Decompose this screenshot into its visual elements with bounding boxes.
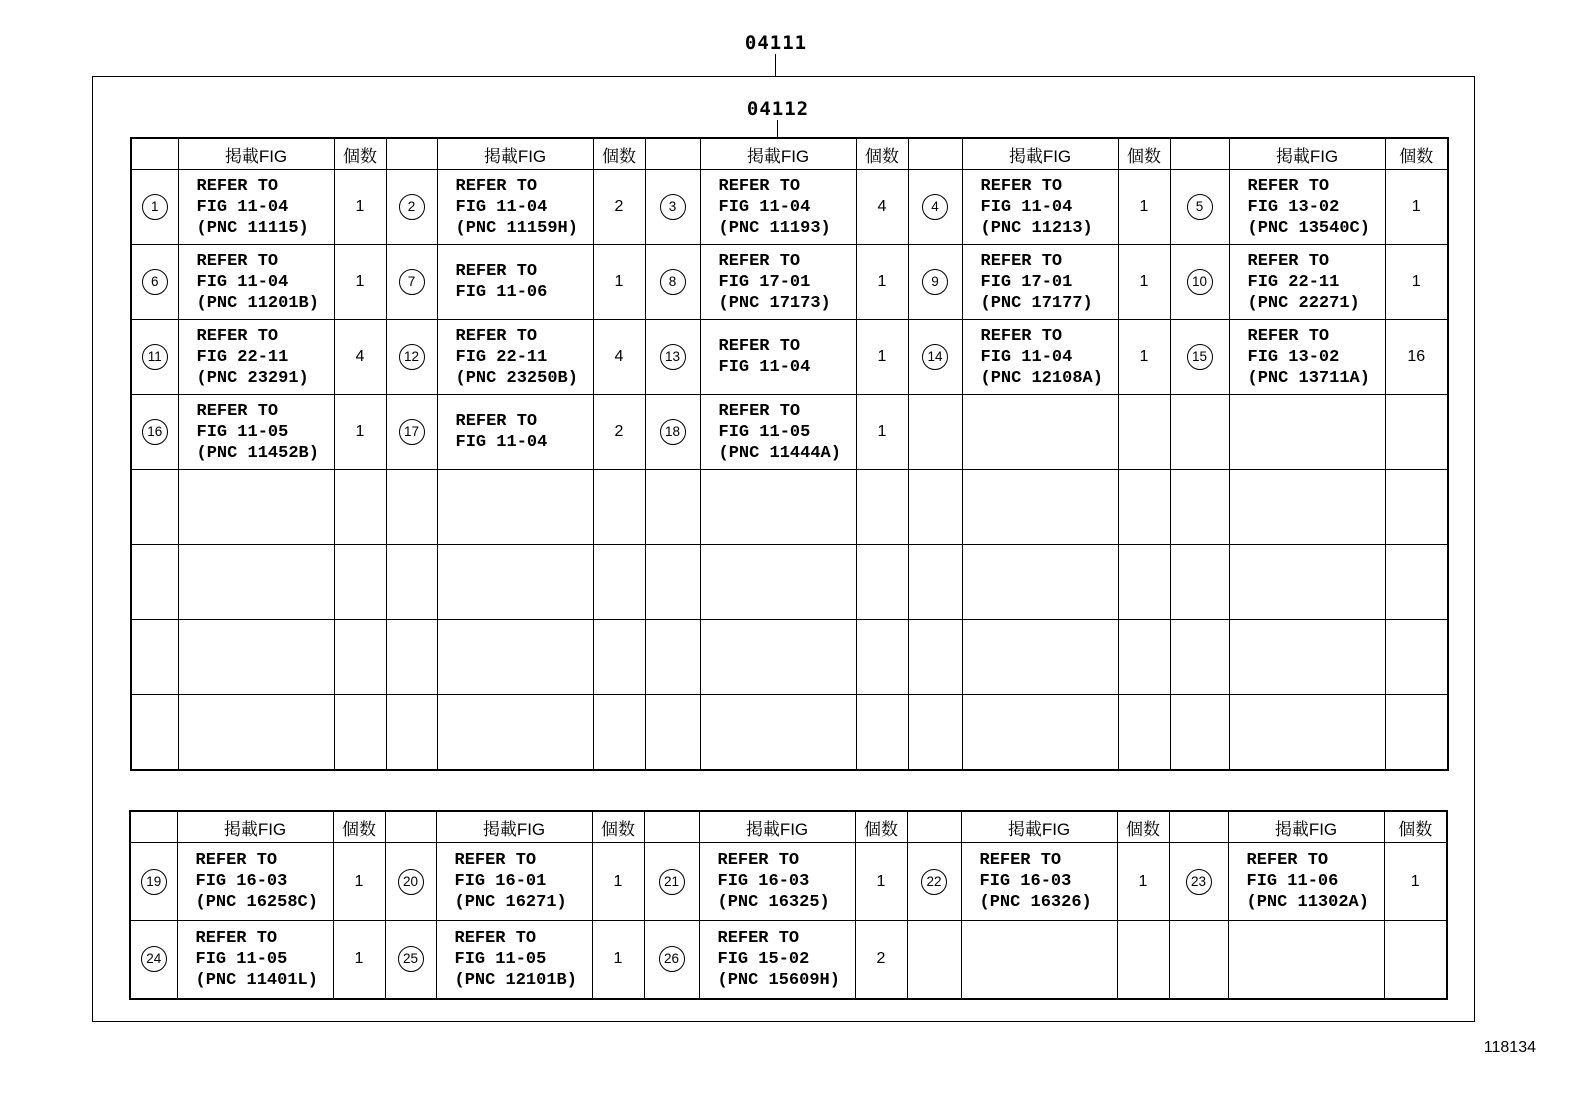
- callout-number: 7: [399, 269, 425, 295]
- figure-reference: [437, 545, 593, 620]
- header-blank-cell: [386, 138, 437, 170]
- table-row: [131, 320, 1448, 395]
- callout-number: 18: [660, 419, 686, 445]
- quantity: [856, 620, 908, 695]
- figure-reference: [962, 620, 1118, 695]
- quantity: [856, 545, 908, 620]
- table-row: [131, 695, 1448, 770]
- figure-reference: [961, 921, 1117, 999]
- header-qty: 個数: [592, 811, 644, 843]
- table-row: [130, 843, 1447, 921]
- quantity: 4: [334, 320, 386, 395]
- callout-number: 23: [1186, 869, 1212, 895]
- quantity: 1: [1385, 170, 1448, 245]
- callout-number: 15: [1187, 344, 1213, 370]
- quantity: 16: [1385, 320, 1448, 395]
- figure-reference: [1229, 470, 1385, 545]
- callout-number-cell: [1170, 245, 1229, 320]
- figure-reference: [178, 695, 334, 770]
- callout-number-cell: [1169, 843, 1228, 921]
- quantity: [593, 470, 645, 545]
- figure-reference: [437, 470, 593, 545]
- callout-number-cell: [908, 620, 962, 695]
- figure-reference: REFER TO FIG 17-01 (PNC 17173): [700, 245, 856, 320]
- callout-number-cell: [1170, 170, 1229, 245]
- quantity: [334, 470, 386, 545]
- callout-number-cell: [908, 695, 962, 770]
- quantity: [334, 695, 386, 770]
- callout-number-cell: [908, 245, 962, 320]
- callout-number-cell: [645, 245, 700, 320]
- callout-number-cell: [385, 843, 436, 921]
- table-row: [130, 921, 1447, 999]
- quantity: 1: [593, 245, 645, 320]
- callout-number-cell: [645, 170, 700, 245]
- inner-assembly-label: 04112: [746, 98, 810, 120]
- figure-reference: REFER TO FIG 16-01 (PNC 16271): [436, 843, 592, 921]
- quantity: 1: [1384, 843, 1447, 921]
- header-blank-cell: [645, 138, 700, 170]
- callout-number-cell: [645, 320, 700, 395]
- table-row: [131, 170, 1448, 245]
- quantity: 1: [1385, 245, 1448, 320]
- callout-number-cell: [131, 170, 178, 245]
- header-fig: 掲載FIG: [1229, 138, 1385, 170]
- header-blank-cell: [385, 811, 436, 843]
- quantity: 1: [1118, 320, 1170, 395]
- callout-number-cell: [385, 921, 436, 999]
- callout-number: 2: [399, 194, 425, 220]
- callout-number-cell: [644, 921, 699, 999]
- callout-number: 11: [142, 344, 168, 370]
- callout-number-cell: [131, 245, 178, 320]
- quantity: [593, 545, 645, 620]
- quantity: [1385, 620, 1448, 695]
- quantity: [1385, 470, 1448, 545]
- callout-number-cell: [386, 170, 437, 245]
- quantity: [1384, 921, 1447, 999]
- callout-number: 17: [399, 419, 425, 445]
- quantity: [593, 620, 645, 695]
- figure-reference: REFER TO FIG 11-04 (PNC 11193): [700, 170, 856, 245]
- figure-reference: [962, 395, 1118, 470]
- figure-reference: REFER TO FIG 11-04 (PNC 12108A): [962, 320, 1118, 395]
- callout-number-cell: [130, 921, 177, 999]
- header-qty: 個数: [1384, 811, 1447, 843]
- outer-label-leader: [775, 54, 776, 76]
- figure-reference: [1229, 545, 1385, 620]
- table-row: [131, 620, 1448, 695]
- figure-reference: REFER TO FIG 11-04 (PNC 11159H): [437, 170, 593, 245]
- quantity: 1: [592, 921, 644, 999]
- figure-reference: [1228, 921, 1384, 999]
- header-fig: 掲載FIG: [962, 138, 1118, 170]
- figure-reference: REFER TO FIG 15-02 (PNC 15609H): [699, 921, 855, 999]
- callout-number: 24: [141, 946, 167, 972]
- figure-reference: REFER TO FIG 16-03 (PNC 16325): [699, 843, 855, 921]
- callout-number-cell: [908, 470, 962, 545]
- quantity: [1118, 395, 1170, 470]
- figure-reference: [962, 470, 1118, 545]
- figure-reference: REFER TO FIG 11-05 (PNC 11401L): [177, 921, 333, 999]
- callout-number-cell: [131, 545, 178, 620]
- callout-number-cell: [386, 320, 437, 395]
- table-row: [131, 245, 1448, 320]
- header-blank-cell: [131, 138, 178, 170]
- callout-number: 25: [398, 946, 424, 972]
- callout-number-cell: [645, 470, 700, 545]
- figure-reference: REFER TO FIG 11-04: [700, 320, 856, 395]
- parts-reference-table-main: [130, 137, 1449, 771]
- outer-assembly-label: 04111: [744, 32, 808, 54]
- quantity: [334, 620, 386, 695]
- callout-number-cell: [1170, 695, 1229, 770]
- quantity: 4: [593, 320, 645, 395]
- inner-label-leader: [777, 120, 778, 137]
- callout-number: 4: [922, 194, 948, 220]
- quantity: [856, 470, 908, 545]
- quantity: 1: [1118, 245, 1170, 320]
- quantity: [1118, 470, 1170, 545]
- header-fig: 掲載FIG: [436, 811, 592, 843]
- figure-number: 118134: [1483, 1039, 1536, 1056]
- figure-reference: [178, 545, 334, 620]
- quantity: 1: [856, 245, 908, 320]
- header-blank-cell: [907, 811, 961, 843]
- figure-reference: REFER TO FIG 16-03 (PNC 16326): [961, 843, 1117, 921]
- figure-reference: [1229, 695, 1385, 770]
- quantity: [1118, 545, 1170, 620]
- header-qty: 個数: [1118, 138, 1170, 170]
- figure-reference: [1229, 620, 1385, 695]
- header-blank-cell: [908, 138, 962, 170]
- callout-number-cell: [386, 620, 437, 695]
- quantity: 2: [593, 395, 645, 470]
- header-fig: 掲載FIG: [700, 138, 856, 170]
- callout-number-cell: [131, 695, 178, 770]
- header-qty: 個数: [856, 138, 908, 170]
- callout-number: 19: [141, 869, 167, 895]
- header-qty: 個数: [1117, 811, 1169, 843]
- quantity: 2: [593, 170, 645, 245]
- callout-number-cell: [645, 395, 700, 470]
- callout-number-cell: [645, 695, 700, 770]
- quantity: 1: [856, 395, 908, 470]
- callout-number-cell: [386, 695, 437, 770]
- quantity: 1: [334, 395, 386, 470]
- quantity: 1: [334, 245, 386, 320]
- quantity: 1: [592, 843, 644, 921]
- callout-number-cell: [130, 843, 177, 921]
- header-fig: 掲載FIG: [177, 811, 333, 843]
- callout-number: 13: [660, 344, 686, 370]
- callout-number-cell: [644, 843, 699, 921]
- header-qty: 個数: [1385, 138, 1448, 170]
- header-fig: 掲載FIG: [178, 138, 334, 170]
- callout-number: 26: [659, 946, 685, 972]
- header-qty: 個数: [333, 811, 385, 843]
- callout-number-cell: [907, 921, 961, 999]
- callout-number-cell: [645, 545, 700, 620]
- figure-reference: REFER TO FIG 11-06 (PNC 11302A): [1228, 843, 1384, 921]
- table-row: [131, 395, 1448, 470]
- figure-reference: [700, 470, 856, 545]
- quantity: 2: [855, 921, 907, 999]
- figure-reference: REFER TO FIG 17-01 (PNC 17177): [962, 245, 1118, 320]
- quantity: 1: [1117, 843, 1169, 921]
- header-fig: 掲載FIG: [437, 138, 593, 170]
- callout-number-cell: [131, 395, 178, 470]
- quantity: [856, 695, 908, 770]
- callout-number: 8: [660, 269, 686, 295]
- figure-reference: [700, 695, 856, 770]
- quantity: 1: [333, 843, 385, 921]
- callout-number-cell: [1170, 620, 1229, 695]
- callout-number-cell: [131, 320, 178, 395]
- figure-reference: [700, 545, 856, 620]
- figure-reference: REFER TO FIG 11-05 (PNC 12101B): [436, 921, 592, 999]
- figure-reference: REFER TO FIG 11-04 (PNC 11213): [962, 170, 1118, 245]
- figure-reference: [1229, 395, 1385, 470]
- callout-number: 22: [921, 869, 947, 895]
- figure-reference: [437, 620, 593, 695]
- figure-reference: REFER TO FIG 22-11 (PNC 23250B): [437, 320, 593, 395]
- callout-number-cell: [908, 395, 962, 470]
- header-fig: 掲載FIG: [1228, 811, 1384, 843]
- header-blank-cell: [1170, 138, 1229, 170]
- quantity: 1: [333, 921, 385, 999]
- quantity: [334, 545, 386, 620]
- figure-reference: REFER TO FIG 11-06: [437, 245, 593, 320]
- callout-number-cell: [645, 620, 700, 695]
- quantity: 1: [855, 843, 907, 921]
- quantity: 1: [334, 170, 386, 245]
- figure-reference: [700, 620, 856, 695]
- figure-reference: REFER TO FIG 13-02 (PNC 13540C): [1229, 170, 1385, 245]
- callout-number-cell: [1169, 921, 1228, 999]
- callout-number-cell: [908, 170, 962, 245]
- callout-number: 1: [142, 194, 168, 220]
- figure-reference: [962, 545, 1118, 620]
- figure-reference: [437, 695, 593, 770]
- figure-reference: REFER TO FIG 11-04 (PNC 11115): [178, 170, 334, 245]
- callout-number-cell: [908, 545, 962, 620]
- figure-reference: REFER TO FIG 11-05 (PNC 11444A): [700, 395, 856, 470]
- callout-number: 14: [922, 344, 948, 370]
- figure-reference: [178, 620, 334, 695]
- quantity: [1385, 695, 1448, 770]
- callout-number: 21: [659, 869, 685, 895]
- parts-reference-table-sub: [129, 810, 1448, 1000]
- callout-number: 9: [922, 269, 948, 295]
- header-qty: 個数: [334, 138, 386, 170]
- figure-reference: REFER TO FIG 22-11 (PNC 22271): [1229, 245, 1385, 320]
- header-blank-cell: [130, 811, 177, 843]
- table-row: [131, 545, 1448, 620]
- callout-number-cell: [908, 320, 962, 395]
- quantity: [1118, 620, 1170, 695]
- figure-reference: REFER TO FIG 11-04: [437, 395, 593, 470]
- callout-number-cell: [131, 470, 178, 545]
- quantity: [1117, 921, 1169, 999]
- figure-reference: REFER TO FIG 11-05 (PNC 11452B): [178, 395, 334, 470]
- quantity: 4: [856, 170, 908, 245]
- header-fig: 掲載FIG: [961, 811, 1117, 843]
- callout-number: 10: [1187, 269, 1213, 295]
- quantity: [1118, 695, 1170, 770]
- callout-number-cell: [131, 620, 178, 695]
- header-fig: 掲載FIG: [699, 811, 855, 843]
- callout-number-cell: [386, 395, 437, 470]
- callout-number: 20: [398, 869, 424, 895]
- callout-number: 6: [142, 269, 168, 295]
- callout-number-cell: [1170, 395, 1229, 470]
- header-qty: 個数: [855, 811, 907, 843]
- figure-reference: [178, 470, 334, 545]
- quantity: 1: [856, 320, 908, 395]
- callout-number-cell: [386, 545, 437, 620]
- quantity: [1385, 395, 1448, 470]
- callout-number-cell: [386, 245, 437, 320]
- callout-number: 12: [399, 344, 425, 370]
- callout-number-cell: [1170, 545, 1229, 620]
- figure-reference: [962, 695, 1118, 770]
- quantity: [1385, 545, 1448, 620]
- table-row: [131, 470, 1448, 545]
- callout-number: 5: [1187, 194, 1213, 220]
- figure-reference: REFER TO FIG 16-03 (PNC 16258C): [177, 843, 333, 921]
- callout-number-cell: [1170, 320, 1229, 395]
- quantity: 1: [1118, 170, 1170, 245]
- header-blank-cell: [1169, 811, 1228, 843]
- header-blank-cell: [644, 811, 699, 843]
- callout-number-cell: [1170, 470, 1229, 545]
- callout-number: 16: [142, 419, 168, 445]
- callout-number: 3: [660, 194, 686, 220]
- callout-number-cell: [386, 470, 437, 545]
- figure-reference: REFER TO FIG 11-04 (PNC 11201B): [178, 245, 334, 320]
- figure-reference: REFER TO FIG 13-02 (PNC 13711A): [1229, 320, 1385, 395]
- quantity: [593, 695, 645, 770]
- figure-reference: REFER TO FIG 22-11 (PNC 23291): [178, 320, 334, 395]
- header-qty: 個数: [593, 138, 645, 170]
- callout-number-cell: [907, 843, 961, 921]
